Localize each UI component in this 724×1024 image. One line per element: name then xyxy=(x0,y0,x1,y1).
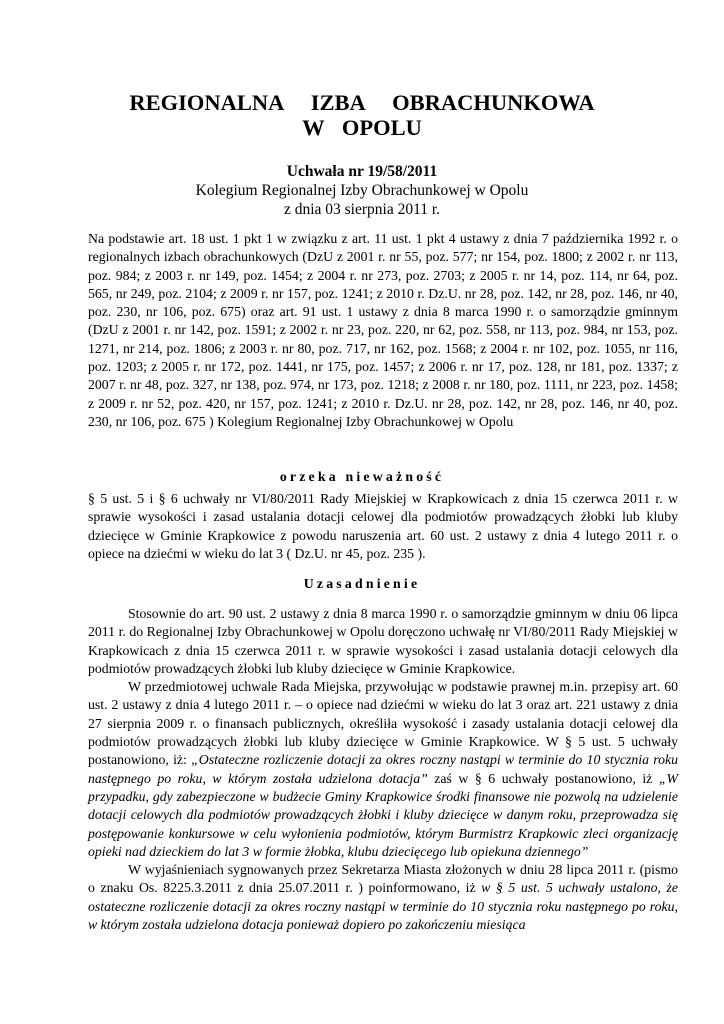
justification-body xyxy=(88,605,678,934)
p3-text-a: W wyjaśnieniach sygnowanych przez Sekretarza Miasta złożonych w dniu 28 lipca 2011 r. (pismo o znaku Os. 8225.3.2011 z dnia 25.07.2011 r. ) poinformowano, iż xyxy=(88,862,678,896)
p2-quote-1: „Ostateczne rozliczenie dotacji za okres roczny nastąpi w terminie do 10 stycznia roku następnego po roku, w którym została udzielona dotacja” xyxy=(88,752,678,786)
justification-paragraph-3 xyxy=(88,861,678,934)
resolution-date: z dnia 03 sierpnia 2011 r. xyxy=(283,201,441,218)
legal-basis-paragraph: Na podstawie art. 18 ust. 1 pkt 1 w związku z art. 11 ust. 1 pkt 4 ustawy z dnia 7 października 1992 r. o regionalnych izbach obrachunkowych (DzU z 2001 r. nr 55, poz. 577; nr 154, poz. 1800; z 2002 r. nr 113, poz. 984; z 2003 r. nr 149, poz. 1454; z 2004 r. nr 273, poz. 2703; z 2005 r. nr 14, poz. 114, nr 64, poz. 565, nr 249, poz. 2104; z 2009 r. nr 157, poz. 1241; z 2010 r. Dz.U. nr 28, poz. 142, nr 28, poz. 146, nr 40, poz. 230, nr 106, poz. 675) oraz art. 91 ust. 1 ustawy z dnia 8 marca 1990 r. o samorządzie gminnym (DzU z 2001 r. nr 142, poz. 1591; z 2002 r. nr 23, poz. 220, nr 62, poz. 558, nr 113, poz. 984, nr 153, poz. 1271, nr 214, poz. 1806; z 2003 r. nr 80, poz. 717, nr 162, poz. 1568; z 2004 r. nr 102, poz. 1055, nr 116, poz. 1203; z 2005 r. nr 172, poz. 1441, nr 175, poz. 1457; z 2006 r. nr 17, poz. 128, nr 181, poz. 1337; z 2007 r. nr 48, poz. 327, nr 138, poz. 974, nr 173, poz. 1218; z 2008 r. nr 180, poz. 1111, nr 223, poz. 1458; z 2009 r. nr 52, poz. 420, nr 157, poz. 1241; z 2010 r. Dz.U. nr 28, poz. 142, nr 28, poz. 146, nr 40, poz. 230, nr 106, poz. 675 ) Kolegium Regionalnej Izby Obrachunkowej w Opolu xyxy=(88,231,678,429)
resolution-number: Uchwała nr 19/58/2011 xyxy=(286,163,438,180)
resolution-body: Kolegium Regionalnej Izby Obrachunkowej w Opolu xyxy=(195,182,529,199)
p2-quote-2: „W przypadku, gdy zabezpieczone w budżecie Gminy Krapkowice środki finansowe nie pozwolą na udzielenie dotacji celowych dla podmiotów prowadzących żłobki i kluby dziecięce w danym roku, przeprowadza się postępowanie konkursowe w celu wyłonienia podmiotów, którym Burmistrz Krapkowic zleci organizację opieki nad dzieckiem do lat 3 w formie żłobka, klubu dziecięcego lub opiekuna dziennego” xyxy=(88,770,678,859)
institution-title-line2: W OPOLU xyxy=(302,115,422,140)
p3-quote: w § 5 ust. 5 uchwały ustalono, że ostateczne rozliczenie dotacji za okres roczny nastąpi w terminie do 10 stycznia roku następnego po roku, w którym została udzielona dotacja ponieważ dopiero po zakończeniu miesiąca xyxy=(88,880,678,933)
p2-text-b: zaś w § 6 uchwały postanowiono, iż xyxy=(427,770,659,786)
p2-text-a: W przedmiotowej uchwale Rada Miejska, przywołując w podstawie prawnej m.in. przepisy art. 60 ust. 2 ustawy z dnia 4 lutego 2011 r. – o opiece nad dziećmi w wieku do lat 3 oraz art. 221 ustawy z dnia 27 sierpnia 2009 r. o finansach publicznych, określiła wysokość i zasady ustalania dotacji celowej dla podmiotów prowadzących żłobki lub kluby dziecięce w Gminie Krapkowice. W § 5 ust. 5 uchwały postanowiono, iż: xyxy=(88,679,678,768)
justification-paragraph-2 xyxy=(88,678,678,861)
justification-paragraph-1: Stosownie do art. 90 ust. 2 ustawy z dnia 8 marca 1990 r. o samorządzie gminnym w dniu 06 lipca 2011 r. do Regionalnej Izby Obrachunkowej w Opolu doręczono uchwałę nr VI/80/2011 Rady Miejskiej w Krapkowicach z dnia 15 czerwca 2011 r. w sprawie wysokości i zasad ustalania dotacji celowych dla podmiotów prowadzących żłobki lub kluby dziecięce w Gminie Krapkowice. xyxy=(88,606,678,676)
decision-heading: orzeka nieważność xyxy=(279,469,445,484)
institution-title-line1: REGIONALNA IZBA OBRACHUNKOWA xyxy=(129,90,595,115)
decision-paragraph: § 5 ust. 5 i § 6 uchwały nr VI/80/2011 Rady Miejskiej w Krapkowicach z dnia 15 czerwca 2011 r. w sprawie wysokości i zasad ustalania dotacji celowej dla podmiotów prowadzących żłobki lub kluby dziecięce w Gminie Krapkowice z powodu naruszenia art. 60 ust. 2 ustawy z dnia 4 lutego 2011 r. o opiece na dziećmi w wieku do lat 3 ( Dz.U. nr 45, poz. 235 ). xyxy=(88,491,678,561)
justification-heading: Uzasadnienie xyxy=(303,576,421,591)
